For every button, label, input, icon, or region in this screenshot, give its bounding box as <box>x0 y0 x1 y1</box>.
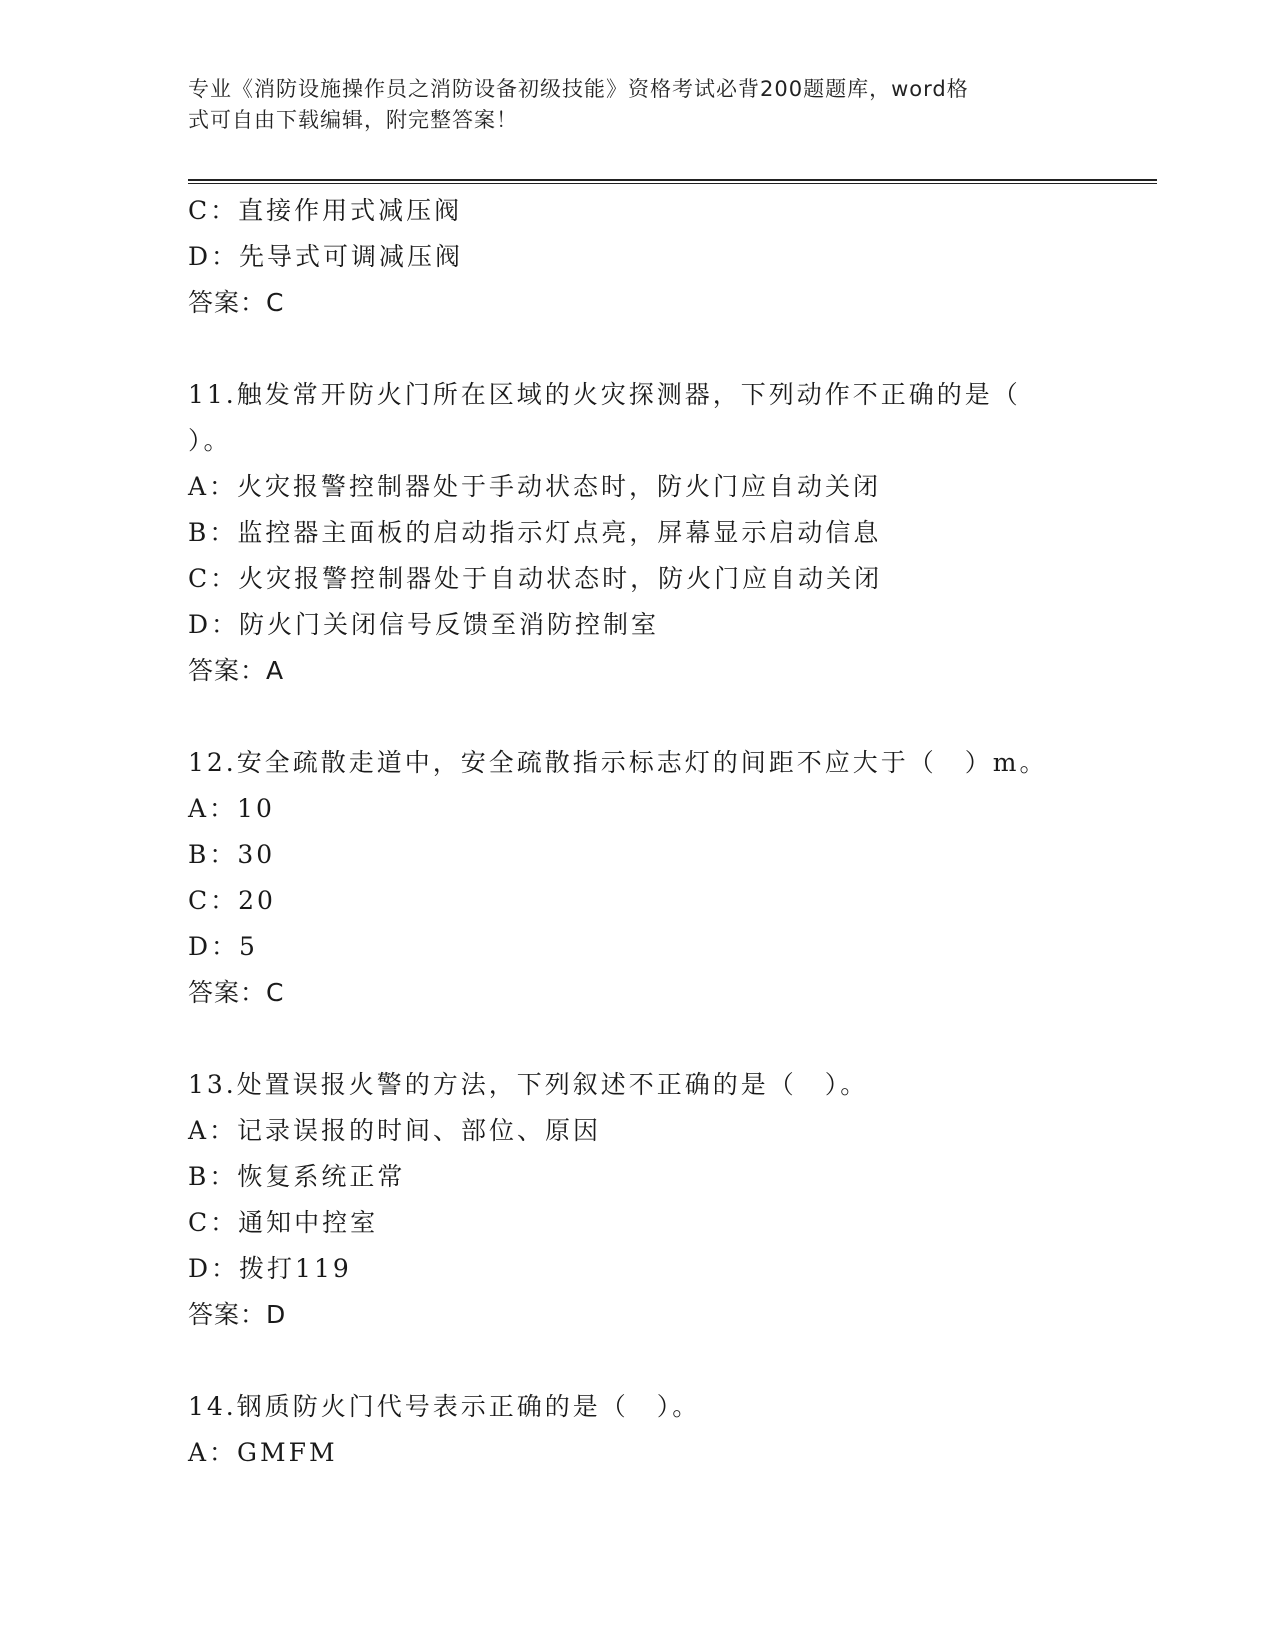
option-a: A：GMFM <box>188 1438 338 1467</box>
question-stem: 11.触发常开防火门所在区域的火灾探测器，下列动作不正确的是（ <box>188 380 1021 409</box>
option-c: C：直接作用式减压阀 <box>188 196 463 225</box>
header-line-1: 专业《消防设施操作员之消防设备初级技能》资格考试必背200题题库，word格 <box>188 77 969 101</box>
answer: 答案：D <box>188 1300 287 1329</box>
document-header <box>188 74 1068 136</box>
question-list <box>188 188 1088 1476</box>
option-d: D：拨打119 <box>188 1254 352 1283</box>
option-c: C：火灾报警控制器处于自动状态时，防火门应自动关闭 <box>188 564 883 593</box>
question-stem: 14.钢质防火门代号表示正确的是（ ）。 <box>188 1392 701 1421</box>
option-c: C：通知中控室 <box>188 1208 379 1237</box>
question-stem: 12.安全疏散走道中，安全疏散指示标志灯的间距不应大于（ ）m。 <box>188 748 1048 777</box>
answer: 答案：C <box>188 978 285 1007</box>
option-d: D：5 <box>188 932 258 961</box>
option-b: B：30 <box>188 840 276 869</box>
option-a: A：火灾报警控制器处于手动状态时，防火门应自动关闭 <box>188 472 882 501</box>
option-d: D：防火门关闭信号反馈至消防控制室 <box>188 610 660 639</box>
question-14 <box>188 1384 1088 1476</box>
answer: 答案：C <box>188 288 285 317</box>
option-c: C：20 <box>188 886 276 915</box>
question-10-continued <box>188 188 1088 326</box>
question-stem: 13.处置误报火警的方法，下列叙述不正确的是（ ）。 <box>188 1070 869 1099</box>
header-line-2: 式可自由下载编辑，附完整答案！ <box>188 108 518 132</box>
question-12 <box>188 740 1088 1016</box>
option-b: B：恢复系统正常 <box>188 1162 406 1191</box>
option-a: A：记录误报的时间、部位、原因 <box>188 1116 602 1145</box>
question-11 <box>188 372 1088 694</box>
option-a: A：10 <box>188 794 275 823</box>
header-divider-thick <box>188 179 1157 181</box>
question-stem-continued: ）。 <box>188 426 232 455</box>
header-divider-thin <box>188 183 1157 184</box>
question-13 <box>188 1062 1088 1338</box>
option-b: B：监控器主面板的启动指示灯点亮，屏幕显示启动信息 <box>188 518 882 547</box>
option-d: D：先导式可调减压阀 <box>188 242 464 271</box>
answer: 答案：A <box>188 656 285 685</box>
